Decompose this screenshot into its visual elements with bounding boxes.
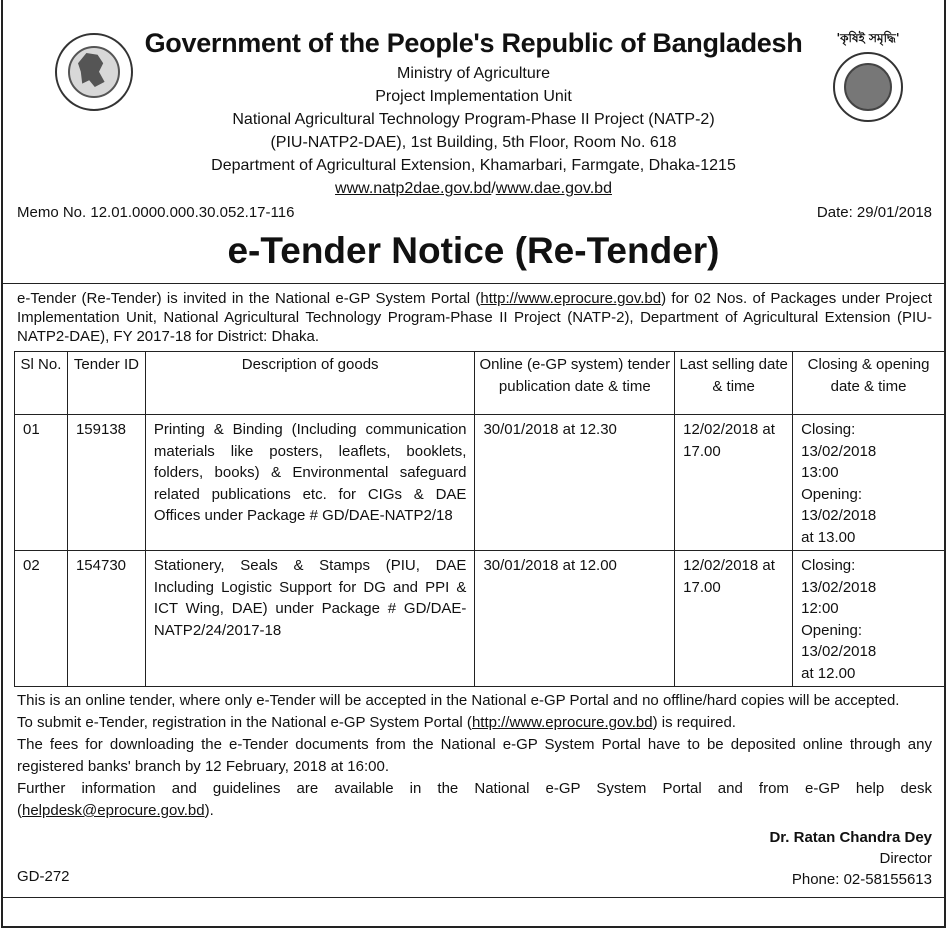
tender-table bbox=[14, 351, 945, 687]
note-registration: To submit e-Tender, registration in the National e-GP System Portal (http://www.eprocure.gov.bd) is required. bbox=[17, 714, 736, 731]
natp2-website-link[interactable]: www.natp2dae.gov.bd bbox=[335, 180, 492, 197]
project-line: National Agricultural Technology Program-Phase II Project (NATP-2) bbox=[232, 111, 715, 128]
cell-closing-opening bbox=[793, 415, 945, 551]
table-row bbox=[15, 415, 945, 551]
cell-publication: 30/01/2018 at 12.00 bbox=[475, 551, 675, 687]
col-header-description: Description of goods bbox=[145, 352, 475, 415]
col-header-closing: Closing & opening date & time bbox=[793, 352, 945, 415]
closing-label: Closing: bbox=[801, 421, 856, 438]
signatory-title: Director bbox=[879, 850, 932, 867]
notice-title: e-Tender Notice (Re-Tender) bbox=[227, 230, 720, 271]
unit-line: Project Implementation Unit bbox=[375, 88, 572, 105]
cell-selling: 12/02/2018 at 17.00 bbox=[675, 415, 793, 551]
eprocure-registration-link[interactable]: http://www.eprocure.gov.bd bbox=[471, 714, 653, 731]
table-row bbox=[15, 551, 945, 687]
closing-label: Closing: bbox=[801, 557, 856, 574]
closing-time: 12:00 bbox=[801, 600, 839, 617]
cell-closing-opening bbox=[793, 551, 945, 687]
dae-website-link[interactable]: www.dae.gov.bd bbox=[495, 180, 612, 197]
col-header-tender-id: Tender ID bbox=[67, 352, 145, 415]
cell-description: Printing & Binding (Including communication materials like posters, leaflets, booklets, folders, books) & Environmental safeguard related publications etc. for CIGs & DAE Offices under Package # GD/DAE-NATP2/18 bbox=[145, 415, 475, 551]
table-header-row bbox=[15, 352, 945, 415]
reference-code: GD-272 bbox=[17, 868, 70, 885]
bottom-divider bbox=[3, 897, 944, 898]
tender-notes bbox=[17, 690, 932, 822]
title-divider bbox=[3, 283, 944, 284]
memo-number: Memo No. 12.01.0000.000.30.052.17-116 bbox=[17, 204, 295, 221]
col-header-sl: Sl No. bbox=[15, 352, 68, 415]
notice-date: Date: 29/01/2018 bbox=[816, 204, 932, 221]
note-helpdesk: Further information and guidelines are available in the National e-GP System Portal and from e-GP help desk (helpdesk@eprocure.gov.bd). bbox=[17, 780, 932, 819]
opening-time: at 13.00 bbox=[801, 528, 856, 546]
cell-selling: 12/02/2018 at 17.00 bbox=[675, 551, 793, 687]
intro-paragraph: e-Tender (Re-Tender) is invited in the National e-GP System Portal (http://www.eprocure.gov.bd) for 02 Nos. of Packages under Project Implementation Unit, National Agricultural Technology Program-Phase II Project (NATP-2), Department of Agricultural Extension (PIU-NATP2-DAE), FY 2017-18 for District: Dhaka. bbox=[17, 290, 932, 345]
opening-label: Opening: bbox=[801, 485, 862, 503]
dae-logo-tagline: 'কৃষিই সমৃদ্ধি' bbox=[836, 31, 900, 45]
col-header-selling: Last selling date & time bbox=[675, 352, 793, 415]
note-online-only: This is an online tender, where only e-Tender will be accepted in the National e-GP Portal and no offline/hard copies will be accepted. bbox=[17, 692, 900, 709]
signatory-name: Dr. Ratan Chandra Dey bbox=[769, 829, 932, 846]
cell-publication: 30/01/2018 at 12.30 bbox=[475, 415, 675, 551]
opening-label: Opening: bbox=[801, 621, 862, 639]
cell-description: Stationery, Seals & Stamps (PIU, DAE Including Logistic Support for DG and PPI & ICT Wing, DAE) under Package # GD/DAE-NATP2/24/2017-18 bbox=[145, 551, 475, 687]
closing-time: 13:00 bbox=[801, 464, 839, 481]
closing-date: 13/02/2018 bbox=[801, 578, 877, 596]
cell-tender-id: 154730 bbox=[67, 551, 145, 687]
government-heading: Government of the People's Republic of Bangladesh bbox=[144, 28, 803, 58]
col-header-publication: Online (e-GP system) tender publication date & time bbox=[475, 352, 675, 415]
opening-date: 13/02/2018 bbox=[801, 643, 877, 660]
address-line-1: (PIU-NATP2-DAE), 1st Building, 5th Floor, Room No. 618 bbox=[270, 134, 677, 151]
closing-date: 13/02/2018 bbox=[801, 442, 877, 460]
eprocure-link[interactable]: http://www.eprocure.gov.bd bbox=[480, 290, 662, 307]
opening-time: at 12.00 bbox=[801, 664, 856, 682]
cell-sl: 01 bbox=[15, 415, 68, 551]
cell-sl: 02 bbox=[15, 551, 68, 687]
cell-tender-id: 159138 bbox=[67, 415, 145, 551]
ministry-line: Ministry of Agriculture bbox=[397, 65, 550, 82]
opening-date: 13/02/2018 bbox=[801, 507, 877, 524]
signatory-phone: Phone: 02-58155613 bbox=[791, 871, 932, 888]
tender-notice-page bbox=[1, 0, 946, 928]
address-line-2: Department of Agricultural Extension, Khamarbari, Farmgate, Dhaka-1215 bbox=[211, 157, 736, 174]
note-fees: The fees for downloading the e-Tender documents from the National e-GP System Portal have to be deposited online through any registered banks' branch by 12 February, 2018 at 16:00. bbox=[17, 736, 932, 775]
link-separator: / bbox=[491, 180, 496, 197]
helpdesk-email-link[interactable]: helpdesk@eprocure.gov.bd bbox=[22, 802, 205, 819]
website-links bbox=[3, 177, 944, 200]
signatory-block bbox=[769, 827, 932, 890]
